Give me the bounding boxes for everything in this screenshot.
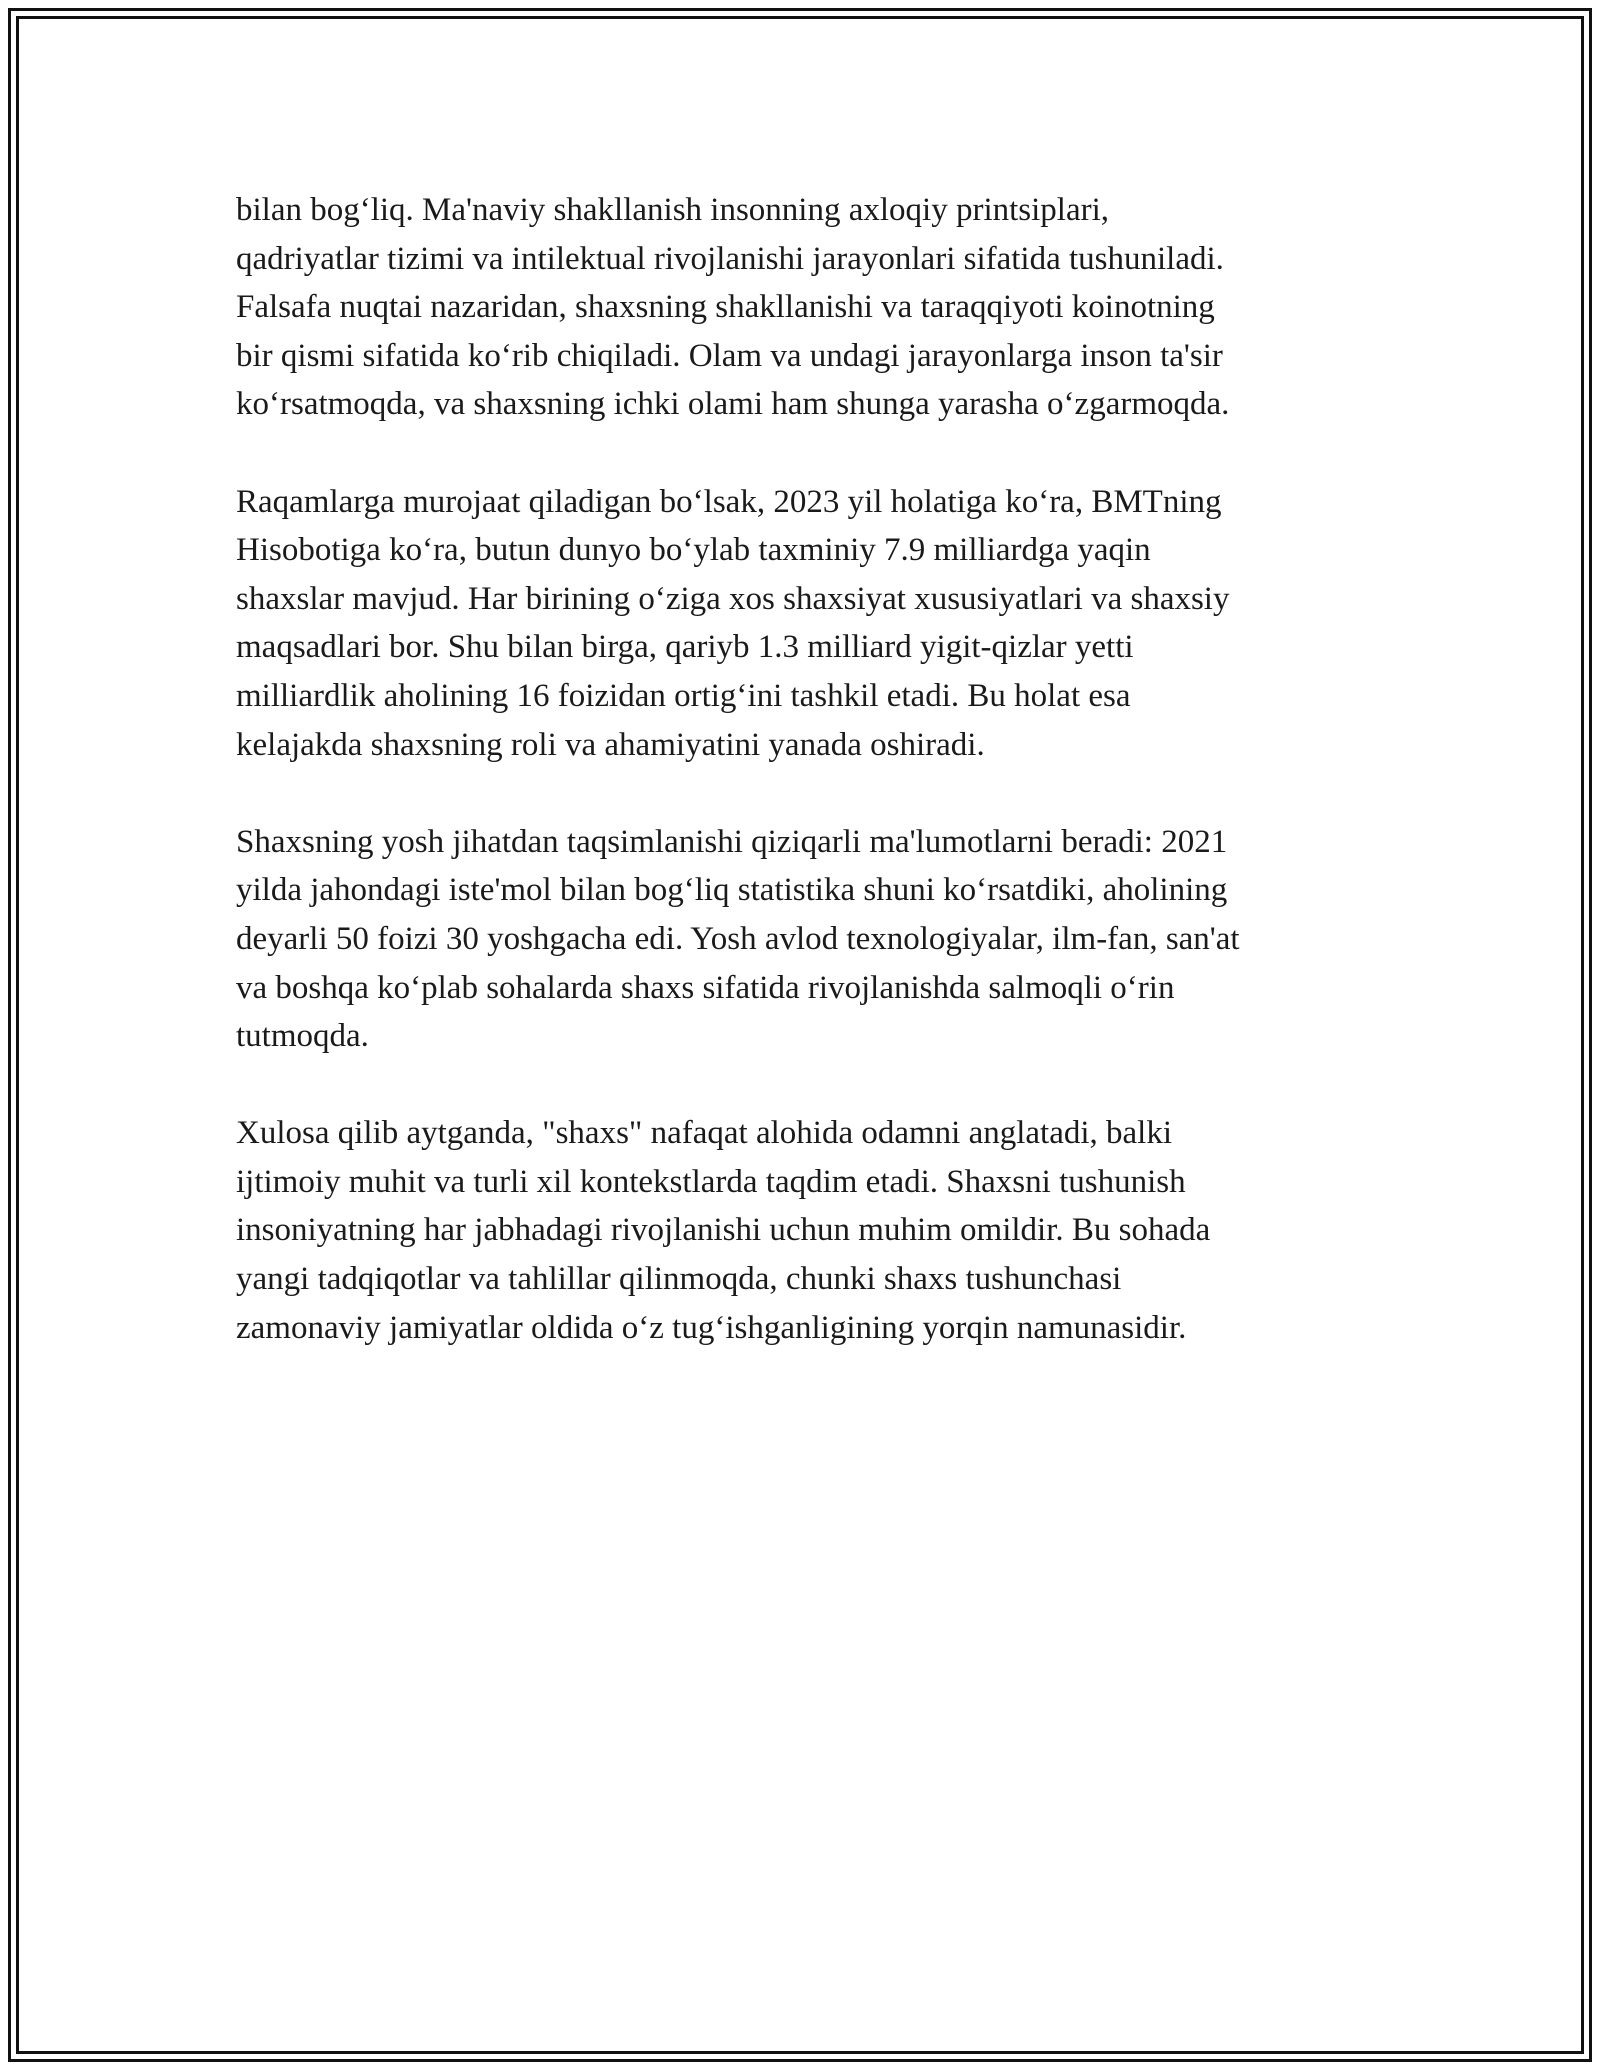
text-line: insoniyatning har jabhadagi rivojlanishi uchun muhim omildir. Bu sohada	[236, 1212, 1211, 1249]
text-line: kelajakda shaxsning roli va ahamiyatini yanada oshiradi.	[236, 726, 985, 763]
paragraph-1	[236, 186, 1366, 429]
text-line: yangi tadqiqotlar va tahlillar qilinmoqda, chunki shaxs tushunchasi	[236, 1261, 1122, 1298]
text-line: Shaxsning yosh jihatdan taqsimlanishi qiziqarli ma'lumotlarni beradi: 2021	[236, 823, 1228, 860]
text-line: ko‘rsatmoqda, va shaxsning ichki olami ham shunga yarasha o‘zgarmoqda.	[236, 386, 1230, 423]
text-line: bilan bog‘liq. Ma'naviy shakllanish insonning axloqiy printsiplari,	[236, 192, 1110, 228]
text-line: ijtimoiy muhit va turli xil kontekstlarda taqdim etadi. Shaxsni tushunish	[236, 1163, 1186, 1200]
text-line: Hisobotiga ko‘ra, butun dunyo bo‘ylab taxminiy 7.9 milliardga yaqin	[236, 532, 1151, 569]
paragraph-4	[236, 1109, 1366, 1352]
text-line: zamonaviy jamiyatlar oldida o‘z tug‘ishganligining yorqin namunasidir.	[236, 1309, 1187, 1346]
text-line: tutmoqda.	[236, 1018, 369, 1055]
text-line: deyarli 50 foizi 30 yoshgacha edi. Yosh avlod texnologiyalar, ilm-fan, san'at	[236, 920, 1240, 957]
text-line: va boshqa ko‘plab sohalarda shaxs sifatida rivojlanishda salmoqli o‘rin	[236, 969, 1175, 1006]
paragraph-3	[236, 818, 1366, 1061]
text-line: shaxslar mavjud. Har birining o‘ziga xos shaxsiyat xususiyatlari va shaxsiy	[236, 580, 1230, 617]
text-line: bir qismi sifatida ko‘rib chiqiladi. Olam va undagi jarayonlarga inson ta'sir	[236, 337, 1223, 374]
text-line: milliardlik aholining 16 foizidan ortig‘ini tashkil etadi. Bu holat esa	[236, 677, 1131, 714]
document-body	[236, 186, 1366, 1401]
text-line: yilda jahondagi iste'mol bilan bog‘liq statistika shuni ko‘rsatdiki, aholining	[236, 872, 1228, 909]
text-line: maqsadlari bor. Shu bilan birga, qariyb 1.3 milliard yigit-qizlar yetti	[236, 629, 1134, 666]
paragraph-2	[236, 478, 1366, 770]
text-line: Falsafa nuqtai nazaridan, shaxsning shakllanishi va taraqqiyoti koinotning	[236, 289, 1215, 326]
text-line: qadriyatlar tizimi va intilektual rivojlanishi jarayonlari sifatida tushuniladi.	[236, 240, 1224, 277]
text-line: Xulosa qilib aytganda, "shaxs" nafaqat alohida odamni anglatadi, balki	[236, 1115, 1173, 1152]
text-line: Raqamlarga murojaat qiladigan bo‘lsak, 2023 yil holatiga ko‘ra, BMTning	[236, 483, 1222, 520]
